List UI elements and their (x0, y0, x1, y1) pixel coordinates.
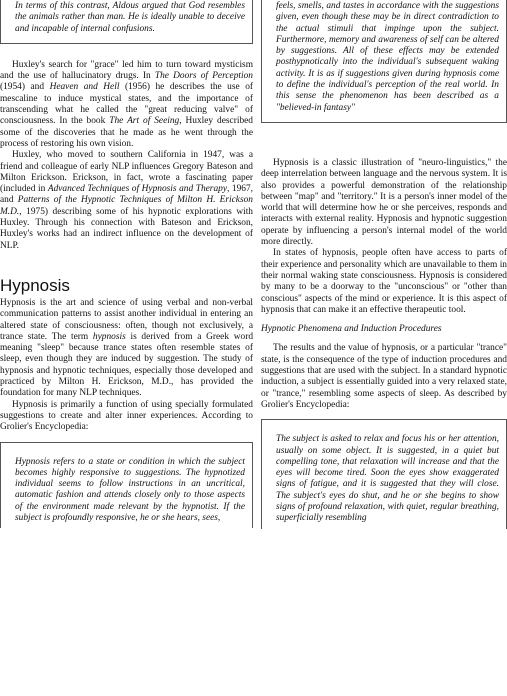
quote-text: In terms of this contrast, Aldous argued that God resembles the animals rather than man. He is ideally unable to deceive and incapable of internal confusions. (15, 1, 245, 34)
quote-box-aldous (0, 0, 253, 44)
quote-text: feels, smells, and tastes in accordance with the suggestions given, even though these may be in direct contradiction to the actual stimuli that impinge upon the subject. Furthermore, memory and awareness of self can be altered by suggestions. All of these effects may be extended posthypnotically into the individual's subsequent waking activity. It is as if suggestions given during hypnosis come to define the individual's perception of the real world. In this sense the phenomenon has been described as a "believed-in fantasy" (276, 1, 499, 113)
right-column (261, 0, 507, 529)
paragraph-huxley-erickson: Huxley, who moved to southern California in 1947, was a friend and colleague of early NLP influences Gregory Bateson and Milton Erickson. Erickson, in fact, wrote a fascinating paper (included in Advanced Techniques of Hypnosis and Therapy, 1967, and Patterns of the Hypnotic Techniques of Milton H. Erickson M.D., 1975) describing some of his hypnotic explorations with Huxley. Through his connection with Bateson and Erickson, Huxley's works had an indirect influence on the development of NLP. (0, 150, 254, 251)
subheading-induction: Hypnotic Phenomena and Induction Procedures (261, 324, 442, 335)
quote-text: Hypnosis refers to a state or condition in which the subject becomes highly responsive to suggestions. The hypnotized individual seems to follow instructions in an uncritical, automatic fashion and attends closely only to those aspects of the environment made relevant by the hypnotist. If the subject is profoundly responsive, he or she hears, sees, (15, 456, 245, 523)
paragraph-hypnosis-definition: Hypnosis is the art and science of using verbal and non-verbal communication patterns to assist another individual in entering an altered state of consciousness: often, though not exclusively, a trance state. The term hypnosis is derived from a Greek word meaning "sleep" because trance states often resemble states of sleep, even though they are induced by suggestion. The study of hypnosis and hypnotic techniques, especially those developed and practiced by Milton H. Erickson, M.D., has provided the foundation for many NLP techniques. (0, 297, 254, 399)
paragraph-induction-results: The results and the value of hypnosis, or a particular "trance" state, is the consequence of the type of induction procedures and suggestions that are used with the subject. In a standard hypnotic induction, a subject is essentially guided into a very relaxed state, or "trance," resembling some aspects of sleep. As described by Grolier's Encyclopedia: (261, 343, 507, 410)
quote-box-grolier-2 (261, 419, 507, 528)
quote-text: The subject is asked to relax and focus his or her attention, usually on some object. It is suggested, in a quiet but compelling tone, that relaxation will increase and that the eyes will become tired. Soon the eyes show exaggerated signs of fatigue, and it is suggested that they will close. The subject's eyes do shut, and he or she begins to show signs of profound relaxation, with quiet, regular breathing, superficially resembling (276, 434, 499, 524)
paragraph-hypnosis-suggestions: Hypnosis is primarily a function of using specially formulated suggestions to create and alter inner experiences. According to Grolier's Encyclopedia: (0, 399, 253, 433)
paragraph-hypnosis-states: In states of hypnosis, people often have access to parts of their experience and personality which are unavailable to them in their normal waking state consciousness. Hypnosis is considered by many to be a doorway to the "unconscious" or "other than conscious" aspects of the mind or experience. It is this aspect of hypnosis that can make it an effective therapeutic tool. (261, 248, 507, 315)
paragraph-huxley-grace: Huxley's search for "grace" led him to turn toward mysticism and the use of hallucinatory drugs. In The Doors of Perception (1954) and Heaven and Hell (1956) he describes the use of mescaline to induce mystical states, and the importance of transcending what he called the "great reducing valve" of consciousness. In the book The Art of Seeing, Huxley described some of the discoveries that he made as he went through the process of restoring his own vision. (0, 59, 254, 149)
paragraph-neuro-linguistics: Hypnosis is a classic illustration of "neuro-linguistics," the deep interrelation between language and the nervous system. It is also provides a powerful demonstration of the relationship between "map" and "territory." It is a person's inner model of the world that will determine how he or she perceives, responds and interacts with external reality. Hypnosis and hypnotic suggestion operate by influencing a person's internal model of the world more directly. (261, 157, 507, 248)
section-heading-hypnosis: Hypnosis (0, 275, 70, 295)
quote-box-grolier-continued (261, 0, 507, 123)
quote-box-grolier-1 (0, 442, 253, 529)
left-column (0, 0, 253, 528)
